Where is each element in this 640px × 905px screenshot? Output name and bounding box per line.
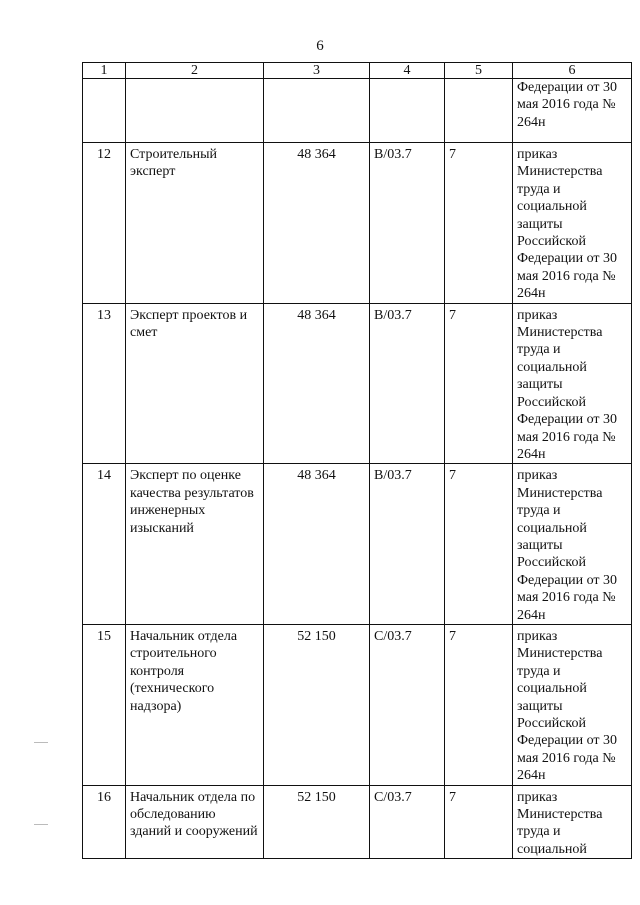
legal-basis-cell: Федерации от 30 мая 2016 года № 264н [513, 79, 632, 143]
salary-cell: 52 150 [264, 785, 370, 859]
legal-basis-cell: приказ Министерства труда и социальной защиты Российской Федерации от 30 мая 2016 года № 264н [513, 143, 632, 304]
row-number-cell [83, 79, 126, 143]
table-row [83, 624, 632, 785]
qualification-code-cell: B/03.7 [370, 143, 445, 304]
header-cell-4: 4 [370, 63, 445, 79]
header-cell-5: 5 [445, 63, 513, 79]
qualification-code-cell: C/03.7 [370, 624, 445, 785]
qualification-level-cell: 7 [445, 624, 513, 785]
header-cell-1: 1 [83, 63, 126, 79]
salary-cell: 48 364 [264, 464, 370, 625]
header-cell-3: 3 [264, 63, 370, 79]
qualification-level-cell: 7 [445, 303, 513, 464]
position-title-cell: Эксперт по оценке качества результатов инженерных изысканий [126, 464, 264, 625]
salary-cell: 48 364 [264, 303, 370, 464]
table-row [83, 303, 632, 464]
qualification-level-cell: 7 [445, 785, 513, 859]
scan-margin-mark [34, 742, 48, 743]
row-number-cell: 14 [83, 464, 126, 625]
header-cell-2: 2 [126, 63, 264, 79]
table-row [83, 464, 632, 625]
legal-basis-cell: приказ Министерства труда и социальной защиты Российской Федерации от 30 мая 2016 года № 264н [513, 464, 632, 625]
position-title-cell: Начальник отдела по обследованию зданий и сооружений [126, 785, 264, 859]
qualification-code-cell: C/03.7 [370, 785, 445, 859]
position-title-cell: Начальник отдела строительного контроля (технического надзора) [126, 624, 264, 785]
data-table [82, 62, 632, 859]
table-row [83, 143, 632, 304]
salary-cell: 48 364 [264, 143, 370, 304]
table-header-row [83, 63, 632, 79]
page-number: 6 [316, 38, 324, 54]
qualification-code-cell: B/03.7 [370, 464, 445, 625]
qualification-level-cell: 7 [445, 143, 513, 304]
row-number-cell: 16 [83, 785, 126, 859]
table-row [83, 785, 632, 859]
scan-margin-mark [34, 824, 48, 825]
qualification-code-cell [370, 79, 445, 143]
row-number-cell: 15 [83, 624, 126, 785]
position-title-cell [126, 79, 264, 143]
salary-cell [264, 79, 370, 143]
row-number-cell: 13 [83, 303, 126, 464]
table-row [83, 79, 632, 143]
legal-basis-cell: приказ Министерства труда и социальной [513, 785, 632, 859]
qualification-code-cell: B/03.7 [370, 303, 445, 464]
legal-basis-cell: приказ Министерства труда и социальной защиты Российской Федерации от 30 мая 2016 года № 264н [513, 624, 632, 785]
qualification-level-cell [445, 79, 513, 143]
position-title-cell: Строительный эксперт [126, 143, 264, 304]
qualification-level-cell: 7 [445, 464, 513, 625]
position-title-cell: Эксперт проектов и смет [126, 303, 264, 464]
legal-basis-cell: приказ Министерства труда и социальной защиты Российской Федерации от 30 мая 2016 года № 264н [513, 303, 632, 464]
row-number-cell: 12 [83, 143, 126, 304]
salary-cell: 52 150 [264, 624, 370, 785]
header-cell-6: 6 [513, 63, 632, 79]
